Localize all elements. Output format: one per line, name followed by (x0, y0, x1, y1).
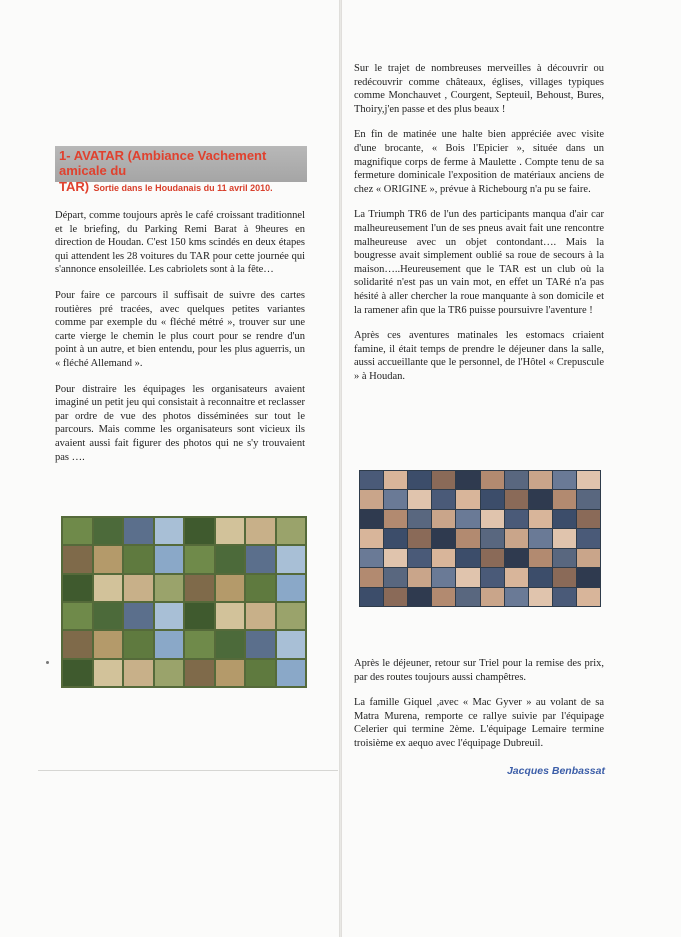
collage-photo-tile (124, 518, 153, 544)
collage-photo-tile (408, 471, 431, 489)
collage-photo-tile (63, 575, 92, 601)
paragraph-depart: Départ, comme toujours après le café croissant traditionnel et le briefing, du Parking Remi Barat à 9heures en direction de Houdan. C'est 150 kms scindés en deux étapes qui attendent les 28 voitures du TAR pour cette journée qui s'annonce ensoleillée. Les cabriolets sont à la fête… (55, 210, 305, 276)
right-column-text (354, 62, 604, 395)
collage-photo-tile (384, 490, 407, 508)
collage-photo-tile (360, 490, 383, 508)
collage-photo-tile (63, 546, 92, 572)
collage-photo-tile (277, 603, 306, 629)
collage-photo-tile (63, 631, 92, 657)
collage-photo-tile (155, 603, 184, 629)
collage-photo-tile (432, 490, 455, 508)
collage-photo-tile (63, 603, 92, 629)
paragraph-triumph: La Triumph TR6 de l'un des participants manqua d'air car malheureusement l'un de ses pneus avait fait une rencontre malheureuse avec un objet contondant…. Mais la bougresse avait simplement oublié sa roue de secours à la maison…..Heureusement que le TAR est un club où la solidarité n'est pas un vain mot, en effet un TARé n'a pas hésité à aller chercher la roue manquante à son domicile et la ramener afin que la TR6 puisse poursuivre l'aventure ! (354, 209, 604, 316)
collage-photo-tile (246, 660, 275, 686)
collage-photo-tile (505, 549, 528, 567)
collage-photo-tile (185, 518, 214, 544)
collage-photo-tile (481, 529, 504, 547)
collage-photo-tile (384, 471, 407, 489)
collage-photo-tile (124, 660, 153, 686)
collage-photo-tile (360, 549, 383, 567)
collage-photo-tile (216, 631, 245, 657)
paragraph-retour: Après le déjeuner, retour sur Triel pour la remise des prix, par des routes toujours aussi champêtres. (354, 658, 604, 683)
collage-photo-tile (216, 603, 245, 629)
participants-photo-collage (359, 470, 601, 607)
collage-photo-tile (94, 546, 123, 572)
collage-photo-tile (408, 490, 431, 508)
collage-photo-tile (384, 549, 407, 567)
collage-photo-tile (529, 490, 552, 508)
collage-photo-tile (456, 471, 479, 489)
collage-photo-tile (185, 660, 214, 686)
collage-photo-tile (277, 518, 306, 544)
collage-photo-tile (155, 631, 184, 657)
collage-photo-tile (529, 568, 552, 586)
collage-photo-tile (94, 660, 123, 686)
scan-speck (46, 661, 49, 664)
collage-photo-tile (505, 490, 528, 508)
collage-photo-tile (553, 490, 576, 508)
collage-photo-tile (277, 660, 306, 686)
collage-photo-tile (553, 510, 576, 528)
collage-photo-tile (408, 510, 431, 528)
collage-photo-tile (277, 575, 306, 601)
collage-photo-tile (456, 549, 479, 567)
collage-photo-tile (577, 529, 600, 547)
paragraph-parcours: Pour faire ce parcours il suffisait de suivre des cartes routières pré tracées, avec quelques petites variantes comme par exemple du « fléché métré », trouver sur une carte vierge le chemin le plus court pour se rendre d'un point à un autre, et bien entendu, pour les plus aguerris, un « fléché Allemand ». (55, 289, 305, 369)
right-bottom-text (354, 657, 604, 763)
landscape-photo-collage (61, 516, 307, 688)
collage-photo-tile (124, 546, 153, 572)
collage-photo-tile (505, 568, 528, 586)
collage-photo-tile (360, 568, 383, 586)
collage-photo-tile (456, 568, 479, 586)
collage-photo-tile (481, 490, 504, 508)
collage-photo-tile (529, 549, 552, 567)
paragraph-jeu: Pour distraire les équipages les organisateurs avaient imaginé un petit jeu qui consistait à reconnaitre et reclasser par ordre de vue des photos disséminées sur tout le parcours. Mais comme les organisateurs sont vicieux ils avaient aussi fait figurer des photos qui ne s'y trouvaient pas …. (55, 383, 305, 463)
paragraph-trajet: Sur le trajet de nombreuses merveilles à découvrir ou redécouvrir comme châteaux, églises, villages typiques comme Monchauvet , Courgent, Septeuil, Behoust, Bures, Thoiry,j'en passe et des plus beaux ! (354, 63, 604, 115)
collage-photo-tile (529, 510, 552, 528)
collage-photo-tile (408, 588, 431, 606)
collage-photo-tile (94, 603, 123, 629)
collage-photo-tile (481, 588, 504, 606)
collage-photo-tile (185, 631, 214, 657)
paragraph-resultats: La famille Giquel ,avec « Mac Gyver » au volant de sa Matra Murena, remporte ce rallye suivie par l'équipage Celerier qui termine 2ème. L'équipage Lemaire termine troisième ex aequo avec l'équipage Dubreuil. (354, 697, 604, 749)
collage-photo-tile (384, 529, 407, 547)
collage-photo-tile (124, 631, 153, 657)
article-title-line2: TAR) (59, 179, 90, 194)
collage-photo-tile (577, 471, 600, 489)
collage-photo-tile (529, 471, 552, 489)
collage-photo-tile (94, 575, 123, 601)
collage-photo-tile (481, 549, 504, 567)
collage-photo-tile (577, 490, 600, 508)
collage-photo-tile (432, 510, 455, 528)
collage-photo-tile (408, 549, 431, 567)
collage-photo-tile (577, 568, 600, 586)
article-title-box (55, 146, 307, 194)
collage-photo-tile (246, 518, 275, 544)
collage-photo-tile (94, 518, 123, 544)
paragraph-brocante: En fin de matinée une halte bien appréciée avec visite d'une brocante, « Bois l'Epicier », située dans un magnifique corps de ferme à Maulette . Compte tenu de sa fermeture dominicale l'exposition de matériaux anciens de chez « ORIGINE », prévue à Richebourg n'a pu se faire. (354, 129, 604, 195)
collage-photo-tile (124, 603, 153, 629)
collage-photo-tile (505, 471, 528, 489)
collage-photo-tile (432, 549, 455, 567)
collage-photo-tile (124, 575, 153, 601)
collage-photo-tile (216, 660, 245, 686)
collage-photo-tile (553, 471, 576, 489)
article-subtitle: Sortie dans le Houdanais du 11 avril 2010. (93, 183, 273, 193)
collage-photo-tile (432, 471, 455, 489)
collage-photo-tile (246, 575, 275, 601)
collage-photo-tile (155, 660, 184, 686)
collage-photo-tile (432, 588, 455, 606)
collage-photo-tile (577, 588, 600, 606)
collage-photo-tile (216, 518, 245, 544)
collage-photo-tile (456, 588, 479, 606)
collage-photo-tile (553, 568, 576, 586)
collage-photo-tile (553, 549, 576, 567)
collage-photo-tile (246, 546, 275, 572)
author-signature: Jacques Benbassat (506, 765, 605, 777)
collage-photo-tile (481, 510, 504, 528)
collage-photo-tile (63, 660, 92, 686)
collage-photo-tile (505, 510, 528, 528)
collage-photo-tile (553, 588, 576, 606)
collage-photo-tile (185, 603, 214, 629)
collage-photo-tile (384, 568, 407, 586)
paragraph-dejeuner: Après ces aventures matinales les estomacs criaient famine, il était temps de prendre le déjeuner dans la salle, aussi accueillante que le personnel, de l'Hôtel « Crepuscule » à Houdan. (354, 330, 604, 382)
collage-photo-tile (481, 471, 504, 489)
collage-photo-tile (432, 529, 455, 547)
collage-photo-tile (456, 510, 479, 528)
collage-photo-tile (408, 568, 431, 586)
collage-photo-tile (505, 588, 528, 606)
collage-photo-tile (360, 510, 383, 528)
collage-photo-tile (456, 529, 479, 547)
collage-photo-tile (246, 603, 275, 629)
collage-photo-tile (246, 631, 275, 657)
collage-photo-tile (481, 568, 504, 586)
collage-photo-tile (553, 529, 576, 547)
collage-photo-tile (577, 549, 600, 567)
collage-photo-tile (155, 575, 184, 601)
collage-photo-tile (456, 490, 479, 508)
collage-photo-tile (384, 510, 407, 528)
collage-photo-tile (277, 546, 306, 572)
collage-photo-tile (505, 529, 528, 547)
collage-photo-tile (155, 546, 184, 572)
collage-photo-tile (216, 575, 245, 601)
collage-photo-tile (94, 631, 123, 657)
collage-photo-tile (408, 529, 431, 547)
page-edge-line (38, 770, 338, 771)
left-column-text (55, 209, 305, 476)
collage-photo-tile (384, 588, 407, 606)
collage-photo-tile (185, 575, 214, 601)
article-title-line1: 1- AVATAR (Ambiance Vachement amicale du (59, 148, 267, 178)
page-fold (339, 0, 342, 937)
collage-photo-tile (529, 588, 552, 606)
collage-photo-tile (277, 631, 306, 657)
collage-photo-tile (529, 529, 552, 547)
collage-photo-tile (432, 568, 455, 586)
collage-photo-tile (360, 529, 383, 547)
collage-photo-tile (185, 546, 214, 572)
collage-photo-tile (360, 471, 383, 489)
collage-photo-tile (577, 510, 600, 528)
collage-photo-tile (216, 546, 245, 572)
collage-photo-tile (360, 588, 383, 606)
collage-photo-tile (63, 518, 92, 544)
collage-photo-tile (155, 518, 184, 544)
